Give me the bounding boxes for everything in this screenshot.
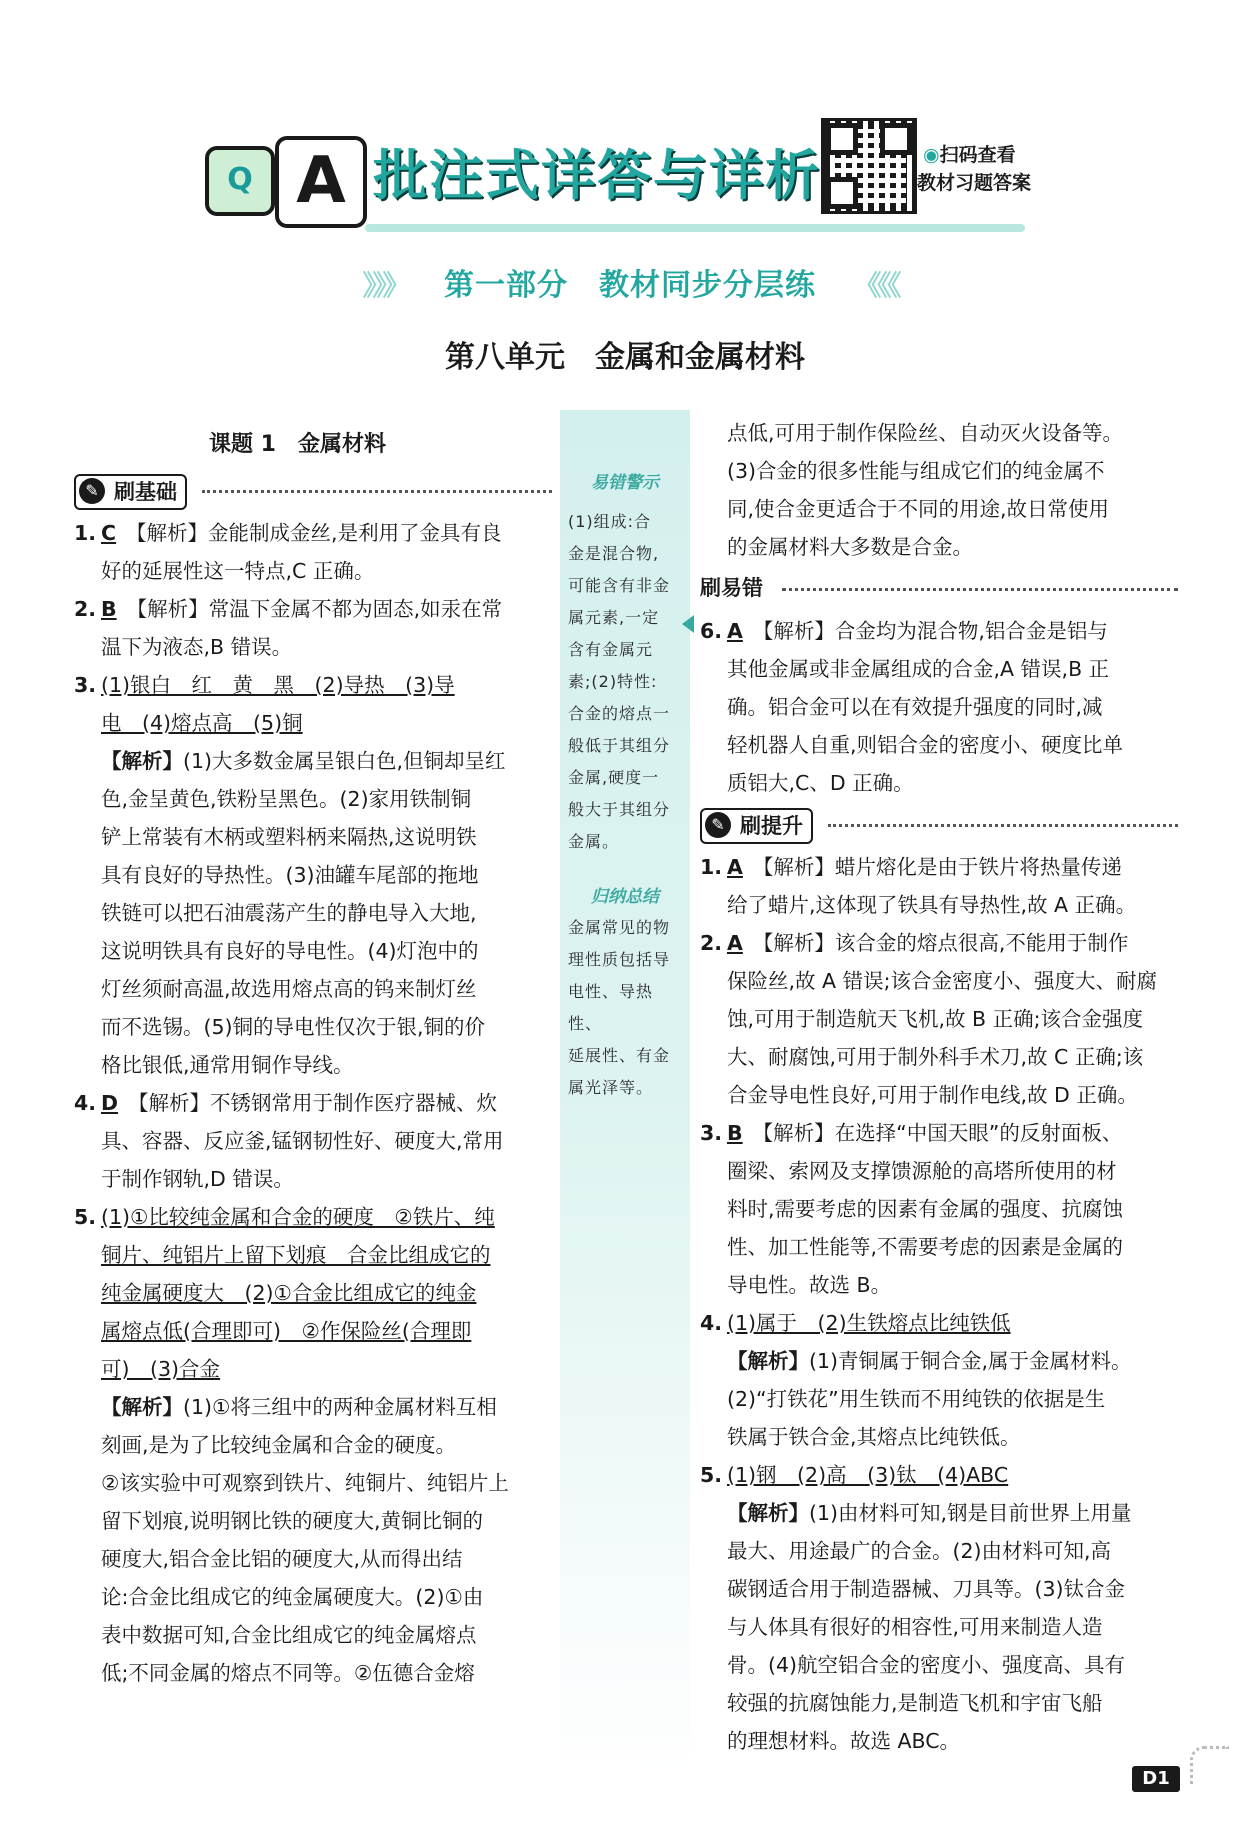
- fill-answer: (1)银白 红 黄 黑 (2)导热 (3)导: [101, 673, 455, 697]
- section-mistakes: [700, 566, 1178, 612]
- answer-text: 硬度大,铝合金比铝的硬度大,从而得出结: [101, 1547, 463, 1571]
- answer-line: [700, 1608, 1178, 1646]
- dotted-rule: [202, 490, 552, 493]
- section-advance: [700, 802, 1178, 848]
- question-number: 5.: [74, 1205, 97, 1229]
- section-mistakes-label: 刷易错: [700, 576, 763, 600]
- answer-text: 给了蜡片,这体现了铁具有导热性,故 A 正确。: [727, 893, 1137, 917]
- note-line: 金是混合物,: [568, 544, 660, 563]
- answer-text: 合金导电性良好,可用于制作电线,故 D 正确。: [727, 1083, 1138, 1107]
- answer-choice: A: [727, 619, 743, 643]
- fill-answer: 电 (4)熔点高 (5)铜: [101, 711, 303, 735]
- analysis-tag: 【解析】: [101, 749, 183, 773]
- note-line: 合金的熔点一: [568, 704, 671, 723]
- answer-text: 质铝大,C、D 正确。: [727, 771, 914, 795]
- answer-text: 骨。(4)航空铝合金的密度小、强度高、具有: [727, 1653, 1126, 1677]
- note-line: (1)组成:合: [568, 512, 652, 531]
- answer-line: [74, 1198, 552, 1236]
- answer-text: 轻机器人自重,则铝合金的密度小、硬度比单: [727, 733, 1124, 757]
- banner-text: 第一部分 教材同步分层练: [444, 268, 816, 303]
- answer-line: [700, 1570, 1178, 1608]
- answer-text: 铁属于铁合金,其熔点比纯铁低。: [727, 1425, 1021, 1449]
- answer-line: [74, 970, 552, 1008]
- answer-line: [700, 924, 1178, 962]
- answer-line: [74, 1160, 552, 1198]
- answer-line: [700, 1646, 1178, 1684]
- answer-text: 格比银低,通常用铜作导线。: [101, 1053, 354, 1077]
- answer-text: (3)合金的很多性能与组成它们的纯金属不: [727, 459, 1105, 483]
- title-underline: [365, 224, 1025, 232]
- fill-answer: (1)属于 (2)生铁熔点比纯铁低: [727, 1311, 1011, 1335]
- answer-text: 【解析】蜡片熔化是由于铁片将热量传递: [752, 855, 1122, 879]
- answer-line: [700, 886, 1178, 924]
- answer-text: 较强的抗腐蚀能力,是制造飞机和宇宙飞船: [727, 1691, 1103, 1715]
- answer-line: [74, 932, 552, 970]
- answer-text: (1)①将三组中的两种金属材料互相: [183, 1395, 497, 1419]
- side-notes: [560, 410, 690, 1780]
- answer-line: [700, 1418, 1178, 1456]
- note-line: 电性、导热性、: [568, 982, 654, 1033]
- answer-line: [700, 1076, 1178, 1114]
- answer-line: [700, 1152, 1178, 1190]
- page-header: [205, 96, 1045, 226]
- answer-line: [700, 1266, 1178, 1304]
- answer-choice: A: [727, 931, 743, 955]
- summary-title: 归纳总结: [591, 887, 659, 907]
- note-line: 金属,硬度一: [568, 768, 660, 787]
- answer-line: [700, 848, 1178, 886]
- question-number: 3.: [700, 1121, 723, 1145]
- note-line: 金属。: [568, 832, 620, 851]
- answer-text: 点低,可用于制作保险丝、自动灭火设备等。: [727, 421, 1124, 445]
- dotted-rule: [828, 824, 1178, 827]
- answer-line: [74, 1616, 552, 1654]
- fill-answer: 铜片、纯铝片上留下划痕 合金比组成它的: [101, 1243, 491, 1267]
- answer-line: [74, 1046, 552, 1084]
- answer-text: 具有良好的导热性。(3)油罐车尾部的拖地: [101, 863, 479, 887]
- fill-answer: (1)①比较纯金属和合金的硬度 ②铁片、纯: [101, 1205, 495, 1229]
- answer-text: 最大、用途最广的合金。(2)由材料可知,高: [727, 1539, 1112, 1563]
- section-basic: [74, 468, 552, 514]
- answer-text: 【解析】该合金的熔点很高,不能用于制作: [752, 931, 1129, 955]
- answer-text: 的理想材料。故选 ABC。: [727, 1729, 961, 1753]
- answer-line: [74, 666, 552, 704]
- answer-line: [74, 894, 552, 932]
- answer-text: 与人体具有很好的相容性,可用来制造人造: [727, 1615, 1103, 1639]
- answer-line: [700, 1038, 1178, 1076]
- fill-answer: (1)钢 (2)高 (3)钛 (4)ABC: [727, 1463, 1009, 1487]
- question-number: 2.: [74, 597, 97, 621]
- answer-text: 于制作钢轨,D 错误。: [101, 1167, 294, 1191]
- answer-line: [74, 1654, 552, 1692]
- answer-text: 确。铝合金可以在有效提升强度的同时,减: [727, 695, 1103, 719]
- answer-line: [74, 1312, 552, 1350]
- scan-hint-line1: ◉扫码查看: [923, 144, 1016, 166]
- answer-line: [74, 856, 552, 894]
- answer-line: [74, 1578, 552, 1616]
- answer-text: 留下划痕,说明钢比铁的硬度大,黄铜比铜的: [101, 1509, 484, 1533]
- analysis-tag: 【解析】: [727, 1501, 809, 1525]
- answer-text: 导电性。故选 B。: [727, 1273, 892, 1297]
- answer-text: 性、加工性能等,不需要考虑的因素是金属的: [727, 1235, 1124, 1259]
- q-bubble-logo: Q: [205, 146, 275, 216]
- right-mid-answers: [700, 612, 1178, 802]
- answer-line: [700, 528, 1178, 566]
- answer-line: [74, 1008, 552, 1046]
- left-column: [74, 422, 552, 1692]
- answer-line: [700, 612, 1178, 650]
- answer-text: 灯丝须耐高温,故选用熔点高的钨来制灯丝: [101, 977, 477, 1001]
- note-line: 属元素,一定: [568, 608, 660, 627]
- answer-line: [74, 1540, 552, 1578]
- summary-body: [568, 912, 686, 1104]
- fill-answer: 可) (3)合金: [101, 1357, 221, 1381]
- answer-line: [74, 514, 552, 552]
- scan-hint-line2: 教材习题答案: [917, 172, 1032, 194]
- note-line: 素;(2)特性:: [568, 672, 658, 691]
- answer-line: [700, 1494, 1178, 1532]
- answer-text: 表中数据可知,合金比组成它的纯金属熔点: [101, 1623, 477, 1647]
- answer-line: [700, 1114, 1178, 1152]
- question-number: 1.: [74, 521, 97, 545]
- question-number: 3.: [74, 673, 97, 697]
- answer-text: 【解析】合金均为混合物,铝合金是铝与: [752, 619, 1108, 643]
- brush-icon: ✎: [79, 478, 105, 504]
- answer-line: [74, 628, 552, 666]
- question-number: 4.: [74, 1091, 97, 1115]
- answer-line: [74, 1502, 552, 1540]
- answer-text: 【解析】金能制成金丝,是利用了金具有良: [126, 521, 502, 545]
- section-advance-badge: ✎ 刷提升: [700, 808, 813, 844]
- answer-line: [700, 1000, 1178, 1038]
- question-number: 6.: [700, 619, 723, 643]
- analysis-tag: 【解析】: [727, 1349, 809, 1373]
- answer-line: [700, 1456, 1178, 1494]
- answer-line: [74, 1274, 552, 1312]
- answer-line: [700, 414, 1178, 452]
- answer-text: 这说明铁具有良好的导电性。(4)灯泡中的: [101, 939, 479, 963]
- answer-text: (1)青铜属于铜合金,属于金属材料。: [809, 1349, 1132, 1373]
- answer-text: 【解析】常温下金属不都为固态,如汞在常: [126, 597, 503, 621]
- fill-answer: 纯金属硬度大 (2)①合金比组成它的纯金: [101, 1281, 477, 1305]
- answer-text: ②该实验中可观察到铁片、纯铜片、纯铝片上: [101, 1471, 509, 1495]
- right-top-answers: [700, 414, 1178, 566]
- answer-text: 而不选锡。(5)铜的导电性仅次于银,铜的价: [101, 1015, 486, 1039]
- answer-text: 好的延展性这一特点,C 正确。: [101, 559, 375, 583]
- answer-line: [74, 1236, 552, 1274]
- answer-line: [74, 590, 552, 628]
- answer-text: (2)“打铁花”用生铁而不用纯铁的依据是生: [727, 1387, 1106, 1411]
- page-number: D1: [1132, 1766, 1180, 1792]
- answer-text: 色,金呈黄色,铁粉呈黑色。(2)家用铁制铜: [101, 787, 472, 811]
- answer-line: [700, 688, 1178, 726]
- answer-line: [74, 552, 552, 590]
- qr-code-icon[interactable]: [821, 118, 917, 214]
- answer-text: 圈梁、索网及支撑馈源舱的高塔所使用的材: [727, 1159, 1117, 1183]
- answer-text: 低;不同金属的熔点不同等。②伍德合金熔: [101, 1661, 475, 1685]
- unit-title: 第八单元 金属和金属材料: [445, 340, 805, 375]
- question-number: 4.: [700, 1311, 723, 1335]
- answer-line: [700, 962, 1178, 1000]
- banner-right-chevrons: 《《《: [853, 269, 898, 302]
- answer-text: 碳钢适合用于制造器械、刀具等。(3)钛合金: [727, 1577, 1126, 1601]
- note-line: 金属常见的物: [568, 918, 671, 937]
- note-line: 般低于其组分: [568, 736, 671, 755]
- answer-line: [74, 1350, 552, 1388]
- answer-line: [700, 1190, 1178, 1228]
- answer-choice: C: [101, 521, 117, 545]
- answer-text: 料时,需要考虑的因素有金属的强度、抗腐蚀: [727, 1197, 1124, 1221]
- answer-line: [74, 1464, 552, 1502]
- page-corner-decoration: [1190, 1746, 1229, 1785]
- answer-text: (1)由材料可知,钢是目前世界上用量: [809, 1501, 1132, 1525]
- answer-text: 具、容器、反应釜,锰钢韧性好、硬度大,常用: [101, 1129, 504, 1153]
- answer-choice: B: [727, 1121, 743, 1145]
- left-answers: [74, 514, 552, 1692]
- answer-line: [700, 1722, 1178, 1760]
- part-banner: [330, 262, 930, 310]
- answer-text: (1)大多数金属呈银白色,但铜却呈红: [183, 749, 506, 773]
- answer-line: [74, 1426, 552, 1464]
- answer-line: [74, 780, 552, 818]
- note-line: 般大于其组分: [568, 800, 671, 819]
- note-line: 属光泽等。: [568, 1078, 654, 1097]
- answer-choice: D: [101, 1091, 119, 1115]
- analysis-tag: 【解析】: [101, 1395, 183, 1419]
- answer-line: [700, 726, 1178, 764]
- answer-text: 铁链可以把石油震荡产生的静电导入大地,: [101, 901, 477, 925]
- answer-line: [700, 1342, 1178, 1380]
- section-basic-badge: ✎ 刷基础: [74, 474, 187, 510]
- answer-line: [700, 1684, 1178, 1722]
- answer-text: 铲上常装有木柄或塑料柄来隔热,这说明铁: [101, 825, 477, 849]
- lesson-title: 课题 1 金属材料: [209, 432, 386, 457]
- answer-line: [700, 764, 1178, 802]
- question-number: 2.: [700, 931, 723, 955]
- answer-choice: A: [727, 855, 743, 879]
- answer-line: [74, 1122, 552, 1160]
- answer-line: [700, 1380, 1178, 1418]
- answer-line: [74, 1388, 552, 1426]
- answer-text: 论:合金比组成它的纯金属硬度大。(2)①由: [101, 1585, 484, 1609]
- question-number: 5.: [700, 1463, 723, 1487]
- answer-line: [74, 704, 552, 742]
- answer-line: [700, 650, 1178, 688]
- answer-text: 【解析】不锈钢常用于制作医疗器械、炊: [128, 1091, 498, 1115]
- question-number: 1.: [700, 855, 723, 879]
- answer-text: 的金属材料大多数是合金。: [727, 535, 973, 559]
- answer-text: 蚀,可用于制造航天飞机,故 B 正确;该合金强度: [727, 1007, 1144, 1031]
- answer-line: [700, 490, 1178, 528]
- answer-line: [700, 1228, 1178, 1266]
- answer-line: [74, 742, 552, 780]
- note-pointer-icon: [682, 615, 694, 633]
- note-line: 延展性、有金: [568, 1046, 671, 1065]
- banner-left-chevrons: 》》》: [362, 269, 407, 302]
- answer-choice: B: [101, 597, 117, 621]
- note-line: 含有金属元: [568, 640, 654, 659]
- answer-text: 其他金属或非金属组成的合金,A 错误,B 正: [727, 657, 1110, 681]
- note-line: 理性质包括导: [568, 950, 671, 969]
- right-bottom-answers: [700, 848, 1178, 1760]
- answer-text: 刻画,是为了比较纯金属和合金的硬度。: [101, 1433, 457, 1457]
- answer-line: [74, 1084, 552, 1122]
- warn-body: [568, 506, 686, 858]
- a-bubble-logo: A: [275, 136, 367, 228]
- answer-text: 保险丝,故 A 错误;该合金密度小、强度大、耐腐: [727, 969, 1157, 993]
- answer-line: [700, 452, 1178, 490]
- header-title: 批注式详答与详析: [373, 144, 821, 207]
- answer-text: 【解析】在选择“中国天眼”的反射面板、: [752, 1121, 1123, 1145]
- scan-dot-icon: ◉: [923, 144, 940, 166]
- dotted-rule: [782, 588, 1178, 591]
- warn-title: 易错警示: [591, 473, 659, 493]
- answer-text: 温下为液态,B 错误。: [101, 635, 293, 659]
- right-column: [700, 414, 1178, 1760]
- answer-text: 同,使合金更适合于不同的用途,故日常使用: [727, 497, 1110, 521]
- fill-answer: 属熔点低(合理即可) ②作保险丝(合理即: [101, 1319, 472, 1343]
- note-line: 可能含有非金: [568, 576, 671, 595]
- answer-line: [700, 1304, 1178, 1342]
- brush-icon: ✎: [705, 812, 731, 838]
- answer-text: 大、耐腐蚀,可用于制外科手术刀,故 C 正确;该: [727, 1045, 1144, 1069]
- answer-line: [74, 818, 552, 856]
- answer-line: [700, 1532, 1178, 1570]
